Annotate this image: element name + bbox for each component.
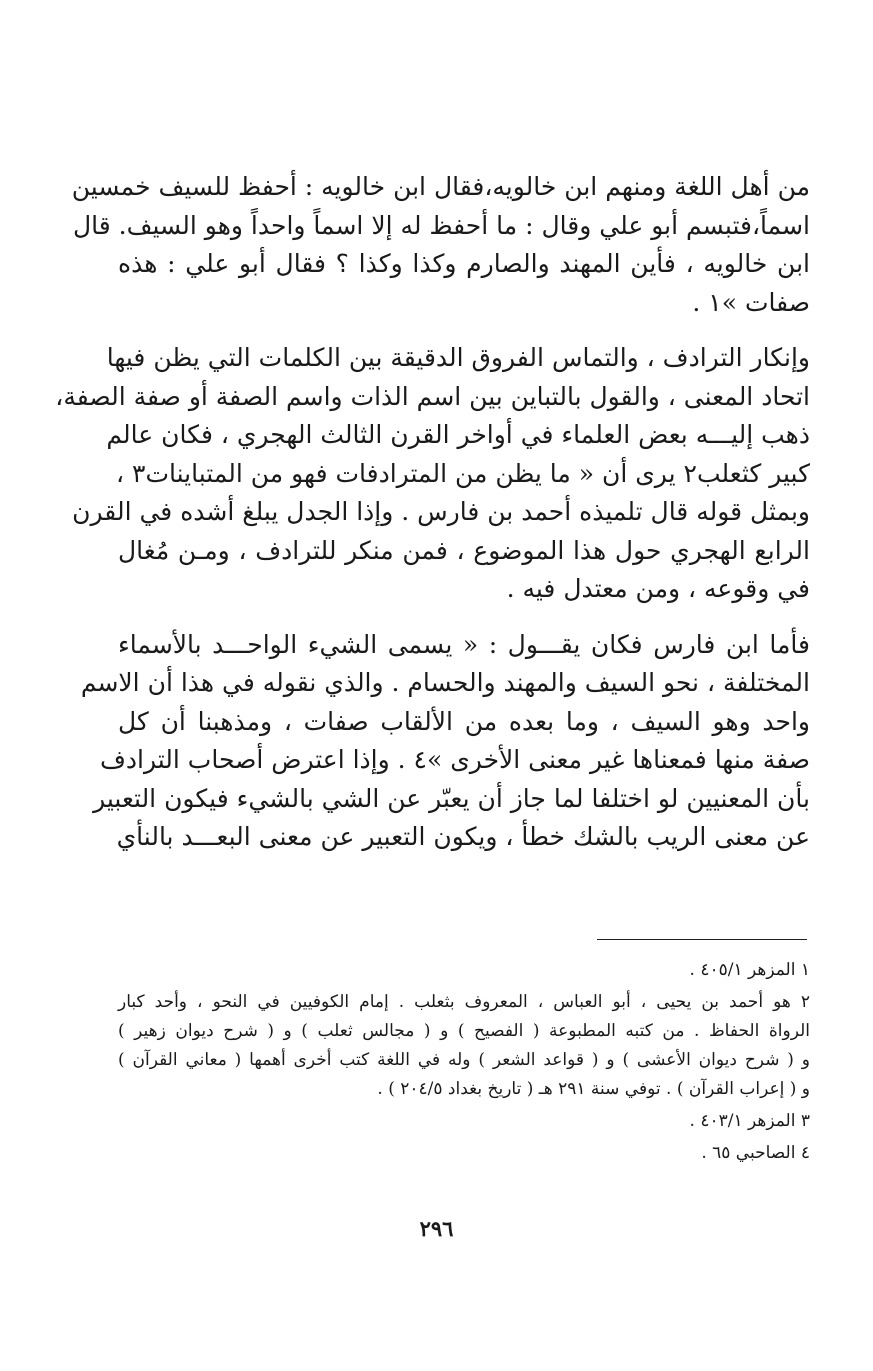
- footnotes: [118, 956, 810, 1171]
- text-line: وبمثل قوله قال تلميذه أحمد بن فارس . وإذا الجدل يبلغ أشده في القرن: [72, 497, 810, 526]
- page-number: ٢٩٦: [419, 1216, 454, 1241]
- text-line: ابن خالويه ، فأين المهند والصارم وكذا وكذا ؟ فقال أبو علي : هذه: [118, 249, 810, 278]
- text-line: صفة منها فمعناها غير معنى الأخرى »٤ . وإذا اعترض أصحاب الترادف: [99, 745, 810, 774]
- footnote-line: ١ المزهر ٤٠٥/١ .: [689, 960, 810, 980]
- text-line: بأن المعنيين لو اختلفا لما جاز أن يعبّر عن الشي بالشيء فيكون التعبير: [93, 783, 810, 813]
- text-line: اتحاد المعنى ، والقول بالتباين بين اسم الذات واسم الصفة أو صفة الصفة،: [55, 381, 810, 411]
- text-line: في وقوعه ، ومن معتدل فيه .: [506, 574, 810, 603]
- footnote-line: و ( إعراب القرآن ) . توفي سنة ٢٩١ هـ ( تاريخ بغداد ٢٠٤/٥ ) .: [377, 1079, 810, 1099]
- text-line: فأما ابن فارس فكان يقـــول : « يسمى الشيء الواحـــد بالأسماء: [118, 629, 810, 659]
- text-line: من أهل اللغة ومنهم ابن خالويه،فقال ابن خالويه : أحفظ للسيف خمسين: [71, 172, 810, 201]
- footnote-line: ٣ المزهر ٤٠٣/١ .: [689, 1111, 810, 1131]
- text-line: كبير كثعلب٢ يرى أن « ما يظن من المترادفات فهو من المتباينات٣ ،: [116, 458, 810, 488]
- text-line: المختلفة ، نحو السيف والمهند والحسام . والذي نقوله في هذا أن الاسم: [80, 668, 810, 697]
- footnote-2: [118, 988, 810, 1104]
- footnote-line: و ( شرح ديوان الأعشى ) و ( قواعد الشعر ) وله في اللغة كتب أخرى أهمها ( معاني القرآن ): [118, 1050, 810, 1070]
- paragraph-3: [80, 626, 810, 857]
- footnote-3: [118, 1107, 810, 1136]
- paragraph-2: [55, 339, 810, 609]
- footnote-line: ٢ هو أحمد بن يحيى ، أبو العباس ، المعروف بثعلب . إمام الكوفيين في النحو ، وأحد كبار: [118, 992, 810, 1012]
- paragraph-1: [71, 168, 810, 322]
- main-text: [55, 168, 810, 874]
- footnote-1: [118, 956, 810, 985]
- text-line: ذهب إليـــه بعض العلماء في أواخر القرن الثالث الهجري ، فكان عالم: [106, 420, 810, 449]
- footnote-divider: [597, 939, 807, 940]
- text-line: الرابع الهجري حول هذا الموضوع ، فمن منكر للترادف ، ومـن مُغال: [118, 535, 810, 565]
- footnote-line: الرواة الحفاظ . من كتبه المطبوعة ( الفصيح ) و ( مجالس ثعلب ) و ( شرح ديوان زهير ): [118, 1021, 810, 1041]
- text-line: اسماً،فتبسم أبو علي وقال : ما أحفظ له إلا اسماً واحداً وهو السيف. قال: [72, 210, 810, 240]
- text-line: واحد وهو السيف ، وما بعده من الألقاب صفات ، ومذهبنا أن كل: [118, 706, 810, 736]
- text-line: صفات »١ .: [692, 287, 810, 317]
- text-line: عن معنى الريب بالشك خطأ ، ويكون التعبير عن معنى البعـــد بالنأي: [116, 822, 810, 851]
- text-line: وإنكار الترادف ، والتماس الفروق الدقيقة بين الكلمات التي يظن فيها: [106, 343, 810, 372]
- footnote-line: ٤ الصاحبي ٦٥ .: [701, 1143, 810, 1163]
- footnote-4: [118, 1139, 810, 1168]
